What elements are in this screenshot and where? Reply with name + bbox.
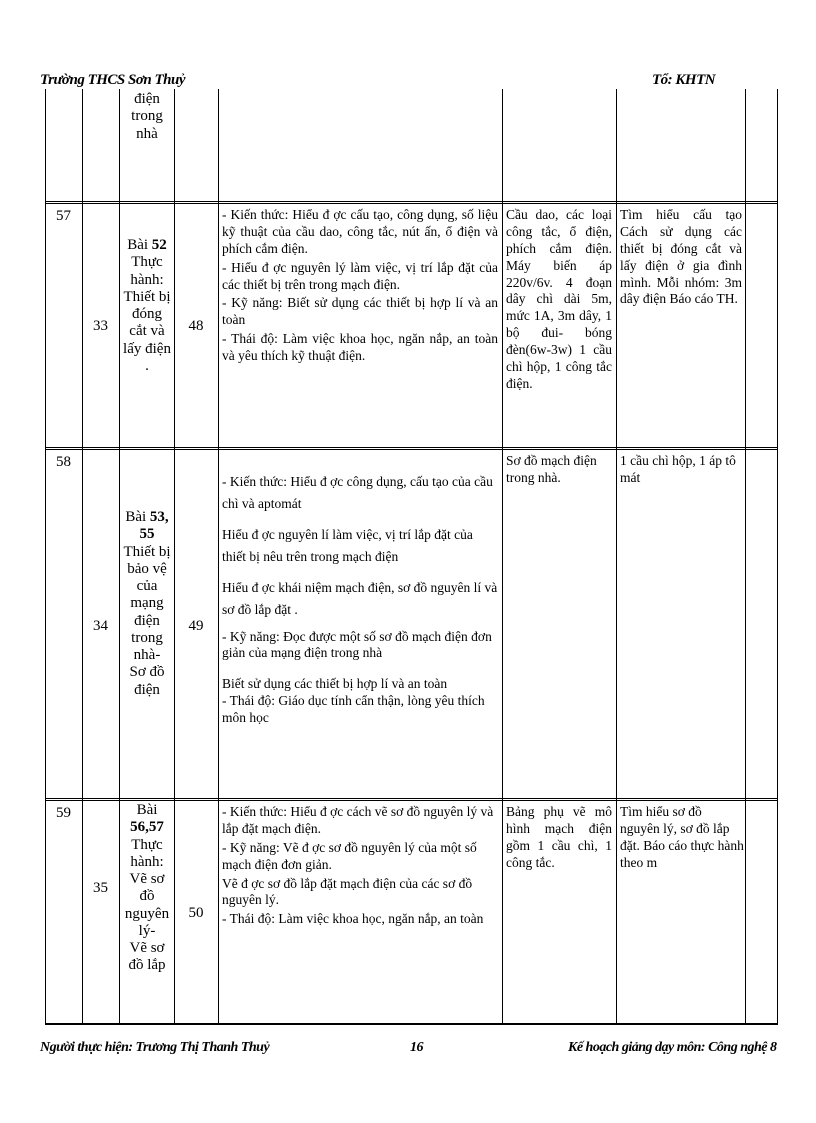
row-59-stt: 59 xyxy=(56,805,71,821)
row-59-period: 50 xyxy=(188,905,204,921)
row-59-week: 35 xyxy=(93,880,108,896)
row-58-lesson: Bài 53, 55 Thiết bị bảo vệ của mạng điện trong nhà- Sơ đồ điện xyxy=(123,509,171,698)
row-58-stt: 58 xyxy=(56,454,71,470)
header-department: Tổ: KHTN xyxy=(652,72,716,88)
row-58-content: - Kiến thức: Hiểu đ ợc công dụng, cấu tạo của cầu chì và aptomát Hiểu đ ợc nguyên lí làm việc, vị trí lắp đặt của thiết bị nêu trên trong mạch điện Hiểu đ ợc khái niệm mạch điện, sơ đồ nguyên lí và sơ đồ lắp đặt . - Kỹ năng: Đọc được một số sơ đồ mạch điện đơn giản của mạng điện trong nhà Biết sử dụng các thiết bị hợp lí và an toàn - Thái độ: Giáo dục tính cẩn thận, lòng yêu thích môn học xyxy=(222,474,498,726)
row-57-content: - Kiến thức: Hiểu đ ợc cấu tạo, công dụng, số liệu kỹ thuật của cầu dao, công tắc, nút ấn, ổ điện và phích cắm điện. - Hiểu đ ợc nguyên lý làm việc, vị trí lắp đặt của các thiết bị trên trong mạch điện. - Kỹ năng: Biết sử dụng các thiết bị hợp lí và an toàn - Thái độ: Làm việc khoa học, ngăn nắp, an toàn và yêu thích kỹ thuật điện. xyxy=(222,207,498,363)
row-59-prep: Tìm hiểu sơ đồ nguyên lý, sơ đồ lắp đặt. Báo cáo thực hành theo m xyxy=(620,804,744,870)
footer-page-number: 16 xyxy=(410,1040,423,1055)
row-58-prep: 1 cầu chì hộp, 1 áp tô mát xyxy=(620,453,736,485)
row-57-prep: Tìm hiểu cấu tạo Cách sử dụng các thiết bị đóng cắt và lấy điện ở gia đình mình. Mỗi nhóm: 3m dây điện Báo cáo TH. xyxy=(620,207,742,307)
row-59-content: - Kiến thức: Hiểu đ ợc cách vẽ sơ đồ nguyên lý và lắp đặt mạch điện. - Kỹ năng: Vẽ đ ợc sơ đồ nguyên lý của một số mạch điện đơn giản. Vẽ đ ợc sơ đồ lắp đặt mạch điện của các sơ đồ nguyên lý. - Thái độ: Làm việc khoa học, ngăn nắp, an toàn xyxy=(222,804,494,927)
header-school: Trường THCS Sơn Thuỷ xyxy=(40,72,185,88)
row-57-week: 33 xyxy=(93,318,108,334)
row-59-lesson: Bài 56,57 Thực hành: Vẽ sơ đồ nguyên lý- Vẽ sơ đồ lắp xyxy=(124,802,170,974)
row-57-materials: Cầu dao, các loại công tắc, ổ điện, phích cắm điện. Máy biến áp 220v/6v. 4 đoạn dây chì dài 5m, mức 1A, 3m dây, 1 bộ đui- bóng đèn(6w-3w) 1 cầu chì hộp, 1 công tắc điện. xyxy=(506,207,612,391)
continued-lesson-title: điện trong nhà xyxy=(131,91,163,142)
row-58-materials: Sơ đồ mạch điện trong nhà. xyxy=(506,453,597,485)
row-59-materials: Bảng phụ vẽ mô hình mạch điện gồm 1 cầu chì, 1 công tắc. xyxy=(506,804,612,870)
row-58-week: 34 xyxy=(93,618,108,634)
row-57-period: 48 xyxy=(188,318,204,334)
row-57-stt: 57 xyxy=(56,208,71,224)
footer-author: Người thực hiện: Trương Thị Thanh Thuỷ xyxy=(40,1040,270,1055)
row-57-lesson: Bài 52 Thực hành: Thiết bị đóng cắt và lấy điện . xyxy=(123,237,171,374)
lesson-plan-table xyxy=(45,89,778,1024)
footer-subject-plan: Kế hoạch giảng dạy môn: Công nghệ 8 xyxy=(568,1040,777,1055)
row-58-period: 49 xyxy=(188,618,204,634)
